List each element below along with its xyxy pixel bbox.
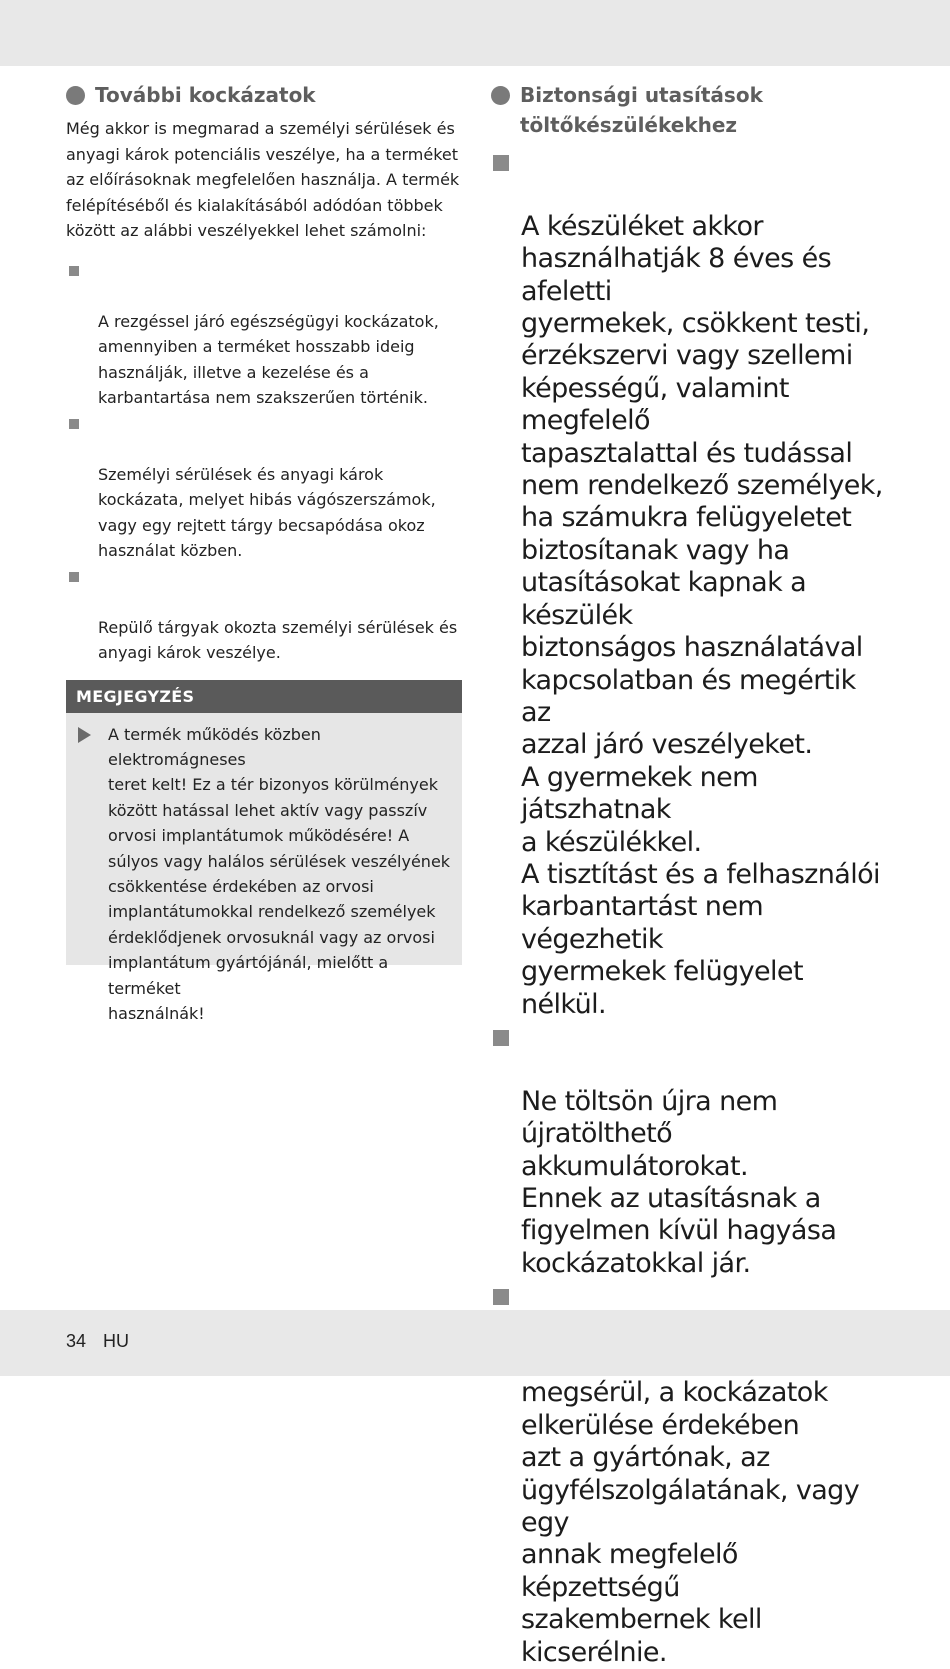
page-footer <box>66 1331 141 1352</box>
note-label: MEGJEGYZÉS <box>66 680 462 713</box>
list-item-text: Repülő tárgyak okozta személyi sérülések és anyagi károk veszélye. <box>98 617 458 662</box>
section-heading-charger-safety <box>491 80 891 140</box>
bottom-band <box>0 1310 950 1376</box>
square-bullet-icon <box>69 266 79 276</box>
list-item <box>491 146 891 1021</box>
page-number: 34 <box>66 1331 87 1351</box>
note-box <box>66 680 462 1023</box>
list-item <box>66 564 462 666</box>
list-item-text: Személyi sérülések és anyagi károk kockázata, melyet hibás vágószerszámok, vagy egy rejtett tárgy becsapódása okoz használat közben. <box>98 464 436 560</box>
bullet-dot-icon <box>66 86 85 105</box>
risk-list <box>66 258 462 666</box>
square-bullet-icon <box>493 1030 509 1046</box>
list-item <box>491 1021 891 1280</box>
list-item <box>66 411 462 564</box>
list-item-text: Ne töltsön újra nem újratölthető akkumulátorokat. Ennek az utasításnak a figyelmen kívül hagyása kockázatokkal jár. <box>521 1085 837 1279</box>
section-heading-risks <box>66 80 462 110</box>
note-text: A termék működés közben elektromágneses teret kelt! Ez a tér bizonyos körülmények között hatással lehet aktív vagy passzív orvosi implantátumok működésére! A súlyos vagy halálos sérülések veszélyének csökkentése érdekében az orvosi implantátumokkal rendelkező személyek érdeklődjenek orvosuknál vagy az orvosi implantátum gyártójánál, mielőtt a terméket használnák! <box>108 724 451 1023</box>
square-bullet-icon <box>69 572 79 582</box>
bullet-dot-icon <box>491 86 510 105</box>
section-heading-text: Biztonsági utasítások töltőkészülékekhez <box>520 83 763 137</box>
square-bullet-icon <box>493 155 509 171</box>
arrow-right-icon <box>78 727 91 743</box>
language-code: HU <box>103 1331 130 1351</box>
note-body <box>66 713 462 1023</box>
right-column <box>491 80 891 1669</box>
square-bullet-icon <box>69 419 79 429</box>
left-column <box>66 80 462 1023</box>
list-item <box>66 258 462 411</box>
intro-paragraph: Még akkor is megmarad a személyi sérülések és anyagi károk potenciális veszélye, ha a terméket az előírásoknak megfelelően használja. A termék felépítéséből és kialakításából adódóan többek között az alábbi veszélyekkel lehet számolni: <box>66 119 460 240</box>
list-item-text: megsérül, a kockázatok elkerülése érdekében azt a gyártónak, az ügyfélszolgálatának, vagy egy annak megfelelő képzettségű szakembernek kell kicserélnie. <box>521 1377 860 1668</box>
top-band <box>0 0 950 66</box>
square-bullet-icon <box>493 1289 509 1305</box>
safety-list <box>491 146 891 1669</box>
section-heading-text: További kockázatok <box>95 83 316 107</box>
list-item-text: A rezgéssel járó egészségügyi kockázatok, amennyiben a terméket hosszabb ideig használják, illetve a kezelése és a karbantartása nem szakszerűen történik. <box>98 311 439 407</box>
list-item-text: A készüléket akkor használhatják 8 éves és afeletti gyermekek, csökkent testi, érzékszervi vagy szellemi képességű, valamint megfelelő tapasztalattal és tudással nem rendelkező személyek, ha számukra felügyeletet biztosítanak vagy ha utasításokat kapnak a készülék biztonságos használatával kapcsolatban és megértik az azzal járó veszélyeket. A gyermekek nem játszhatnak a készülékkel. A tisztítást és a felhasználói karbantartást nem végezhetik gyermekek felügyelet nélkül. <box>521 210 883 1020</box>
